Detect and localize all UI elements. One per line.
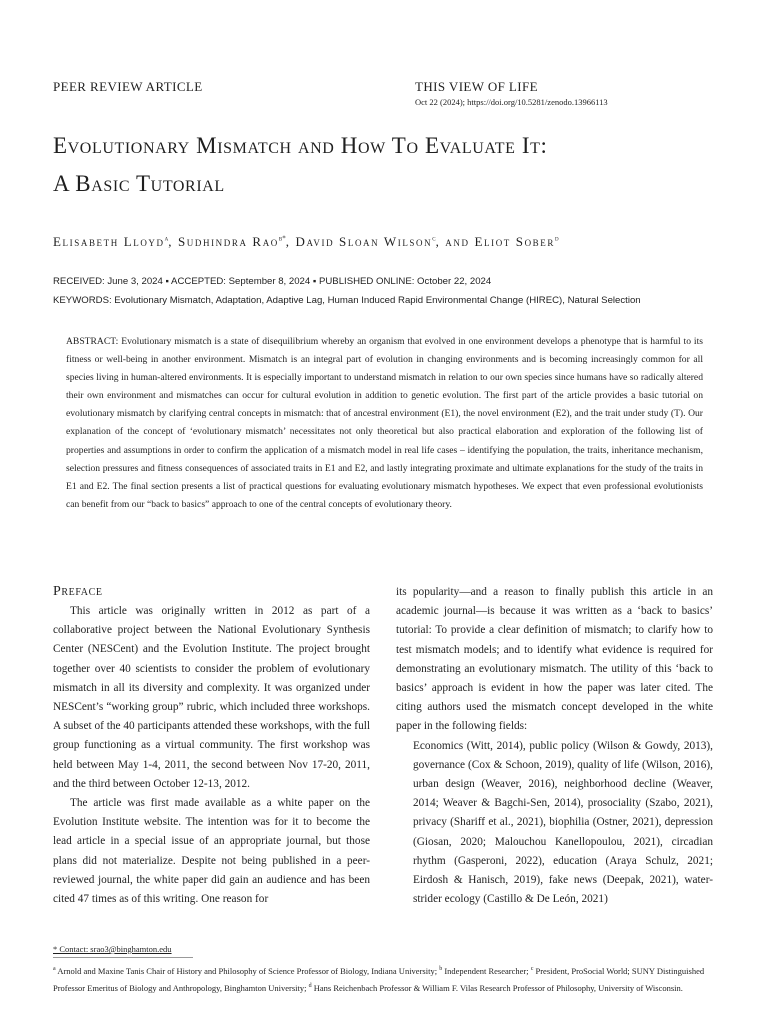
footnote-divider (53, 957, 193, 958)
author-list (53, 234, 559, 250)
author-name: Sudhindra Rao (177, 234, 279, 249)
footnote-mark: b (439, 966, 443, 972)
body-paragraph: The article was first made available as a white paper on the Evolution Institute website. The intention was for it to become the lead article in a special issue of an appropriate journal, but those plans did not materialize. Despite not being published in a peer-reviewed journal, the white paper did gain an audience and has been cited 47 times as of this writing. One reason for (53, 797, 370, 906)
footnote-text: Independent Researcher; (444, 965, 529, 976)
author-separator: , (168, 234, 178, 249)
author-name: Eliot Sober (474, 234, 555, 249)
body-paragraph: its popularity—and a reason to finally publish this article in an academic journal—is because it was written as a ‘back to basics’ tutorial: To provide a clear definition of mismatch; to clarify how to test mismatch models; and to identify what evidence is required for demonstrating an evolutionary mismatch. The utility of this ‘back to basics’ approach is evident in how the paper was later cited. The citing authors used the mismatch concept developed in the white paper in the following fields: (396, 586, 713, 733)
author-name: David Sloan Wilson (295, 234, 433, 249)
article-title-line1: Evolutionary Mismatch and How To Evaluate It: (53, 133, 548, 158)
author-affiliation-mark: d (554, 234, 559, 243)
footnote-text: President, ProSocial World; SUNY Distinguished Professor Emeritus of Biology and Anthropology, Binghamton University; (53, 965, 705, 993)
author-separator: , (285, 234, 296, 249)
footnote-mark: c (530, 966, 534, 972)
author-affiliation-mark: a (164, 234, 169, 243)
section-heading-preface: Preface (53, 584, 103, 599)
keywords: KEYWORDS: Evolutionary Mismatch, Adaptation, Adaptive Lag, Human Induced Rapid Environmental Change (HIREC), Natural Selection (53, 295, 641, 306)
citation-fields-list: Economics (Witt, 2014), public policy (Wilson & Gowdy, 2013), governance (Cox & Schoon, 2019), quality of life (Wilson, 2016), urban design (Weaver, 2016), neighborhood decline (Weaver, 2014; Weaver & Bagchi-Sen, 2014), prosociality (Szabo, 2021), privacy (Shariff et al., 2021), biophilia (Ostner, 2021), depression (Giosan, 2020; Malouchou Kanellopoulou, 2021), circadian rhythm (Gasperoni, 2022), education (Araya Schulz, 2021; Eirdosh & Hanisch, 2019), fake news (Deepak, 2021), water-strider ecology (Castillo & De León, 2021) (413, 739, 713, 906)
article-title-line2: A Basic Tutorial (53, 171, 225, 196)
footnote-text: Hans Reichenbach Professor & William F. Vilas Research Professor of Philosophy, University of Wisconsin. (313, 982, 683, 993)
body-column-right (396, 583, 713, 909)
author-separator: , and (435, 234, 475, 249)
affiliation-footnotes (53, 962, 713, 996)
footnote-mark: a (53, 966, 56, 972)
body-paragraph: This article was originally written in 2012 as part of a collaborative project between the National Evolutionary Synthesis Center (NESCent) and the Evolution Institute. The project brought together over 40 scientists to consider the problem of evolutionary mismatch in all its diversity and complexity. It was organized under NESCent’s “working group” rubric, which included three workshops. A subset of the 40 participants attended these workshops, with the full group functioning as a virtual community. The first workshop was held between May 1-4, 2011, the second between Nov 17-20, 2011, and the third between October 12-13, 2012. (53, 605, 370, 790)
journal-name: THIS VIEW OF LIFE (415, 79, 538, 94)
body-column-left (53, 583, 370, 909)
section-label: PEER REVIEW ARTICLE (53, 79, 203, 94)
author-name: Elisabeth Lloyd (53, 234, 165, 249)
author-affiliation-mark: b* (278, 234, 286, 243)
publication-dates: RECEIVED: June 3, 2024 ▪ ACCEPTED: September 8, 2024 ▪ PUBLISHED ONLINE: October 22, 2024 (53, 276, 492, 287)
author-affiliation-mark: c (432, 234, 436, 243)
footnote-text: Arnold and Maxine Tanis Chair of History and Philosophy of Science Professor of Biology, Indiana University; (57, 965, 438, 976)
abstract: ABSTRACT: Evolutionary mismatch is a state of disequilibrium whereby an organism that evolved in one environment develops a phenotype that is harmful to its fitness or well-being in another environment. Mismatch is an integral part of evolution in changing environments and is becoming increasingly common for all species living in human-altered environments. It is especially important to understand mismatch in relation to our own species since humans have so radically altered their own environment and mismatches can occur for cultural evolution in addition to genetic evolution. The first part of the article provides a basic tutorial on evolutionary mismatch by clarifying central concepts in mismatch: that of ancestral environment (E1), the novel environment (E2), and the trait under study (T). Our explanation of the concept of ‘evolutionary mismatch’ necessitates not only theoretical but also practical elaboration and exploration of the following list of properties and assumptions in order to confirm the application of a mismatch model in real life cases – identifying the population, the traits, inheritance mechanism, selection pressures and fitness consequences of associated traits in E1 and E2, and lastly integrating proximate and ultimate explanations for the study of the traits in E1 and E2. The final section presents a list of practical questions for evaluating evolutionary mismatch hypotheses. We expect that even professional evolutionists can benefit from our “back to basics” approach to one of the central concepts of evolutionary theory. (66, 336, 703, 510)
doi-line[interactable]: Oct 22 (2024); https://doi.org/10.5281/zenodo.13966113 (415, 97, 608, 107)
footnote-mark: d (308, 982, 312, 989)
contact-email-link[interactable]: * Contact: srao3@binghamton.edu (53, 944, 172, 954)
